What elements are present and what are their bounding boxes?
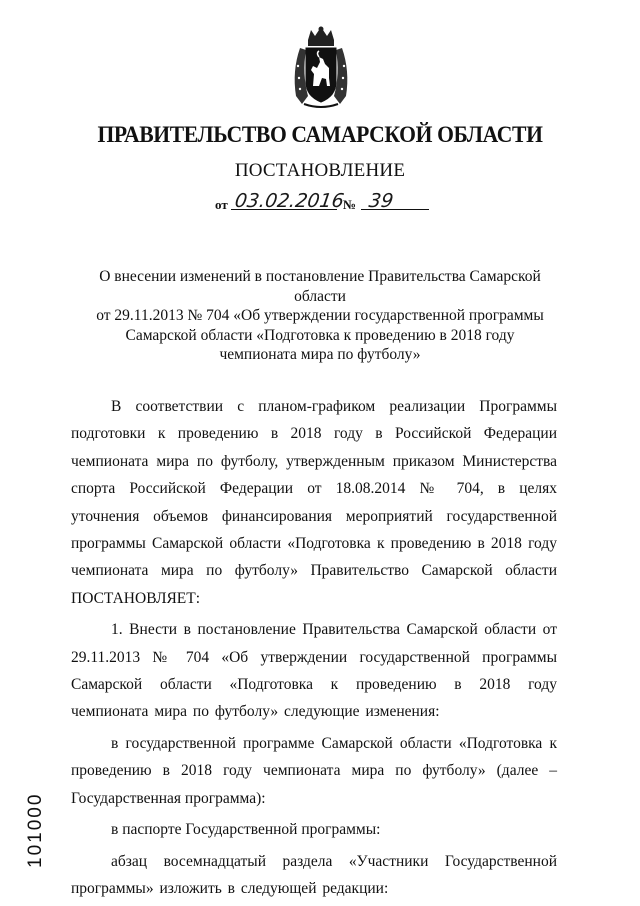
subject-line: от 29.11.2013 № 704 «Об утверждении государственной программы bbox=[96, 307, 544, 324]
document-body bbox=[71, 393, 557, 906]
body-paragraph: В соответствии с планом-графиком реализации Программы подготовки к проведению в 2018 году в Российской Федерации чемпионата мира по футболу, утвержденным приказом Министерства спорта Российской Федерации от 18.08.2014 № 704, в целях уточнения объемов финансирования мероприятий государственной программы Самарской области «Подготовка к проведению в 2018 году чемпионата мира по футболу» Правительство Самарской области ПОСТАНОВЛЯЕТ: bbox=[71, 398, 557, 607]
date-prefix: от bbox=[215, 197, 228, 212]
date-number-line bbox=[215, 190, 430, 214]
document-subject bbox=[80, 267, 560, 365]
government-title: ПРАВИТЕЛЬСТВО САМАРСКОЙ ОБЛАСТИ bbox=[97, 122, 543, 147]
document-type: ПОСТАНОВЛЕНИЕ bbox=[234, 160, 406, 181]
subject-line: Самарской области «Подготовка к проведению в 2018 году bbox=[125, 326, 515, 344]
subject-line: О внесении изменений в постановление Правительства Самарской области bbox=[99, 268, 541, 305]
handwritten-date: 03.02.2016 bbox=[233, 190, 346, 212]
body-paragraph: в государственной программе Самарской области «Подготовка к проведению в 2018 году чемпионата мира по футболу» (далее – Государственная программа): bbox=[71, 734, 557, 807]
body-paragraph: в паспорте Государственной программы: bbox=[111, 821, 381, 839]
number-label: № bbox=[343, 197, 357, 212]
subject-line: чемпионата мира по футболу» bbox=[219, 346, 421, 363]
handwritten-number: 39 bbox=[367, 190, 395, 212]
coat-of-arms-icon bbox=[286, 26, 356, 110]
margin-registration-number: 101000 bbox=[25, 792, 46, 868]
body-paragraph: 1. Внести в постановление Правительства Самарской области от 29.11.2013 № 704 «Об утверждении государственной программы Самарской области «Подготовка к проведению в 2018 году чемпионата мира по футболу» следующие изменения: bbox=[71, 621, 557, 721]
body-paragraph: абзац восемнадцатый раздела «Участники Государственной программы» изложить в следующей редакции: bbox=[71, 852, 557, 897]
